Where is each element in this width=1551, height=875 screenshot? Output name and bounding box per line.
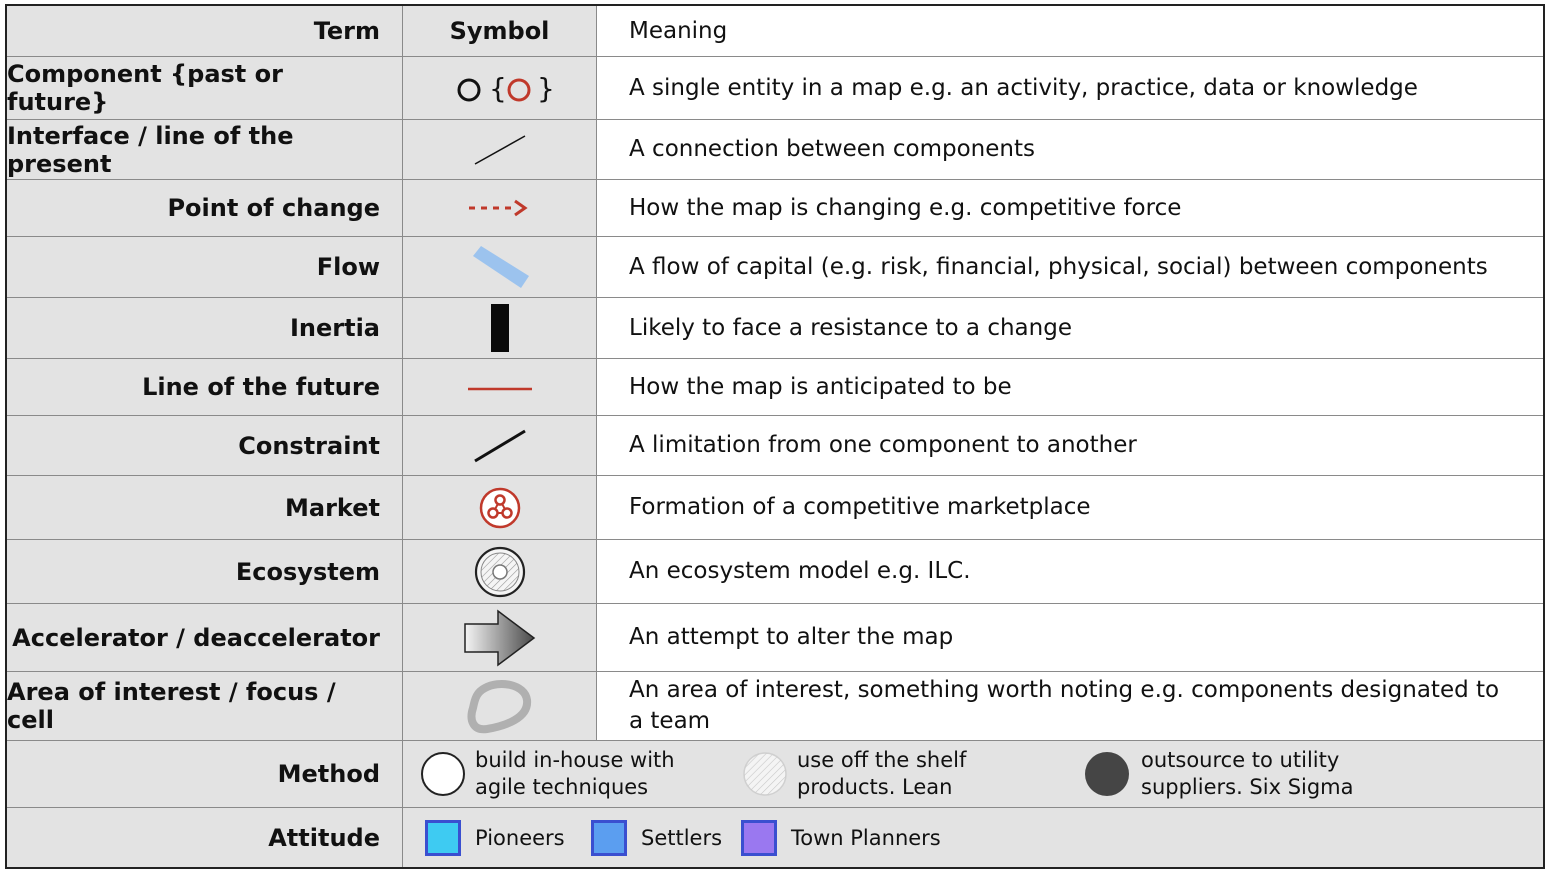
empty-circle-icon (419, 750, 467, 798)
term-label: Interface / line of the present (7, 120, 403, 179)
inertia-icon (488, 302, 512, 354)
row-interface (7, 120, 1543, 180)
component-icon (445, 68, 555, 108)
method-text: use off the shelf products. Lean (797, 748, 967, 799)
header-meaning: Meaning (597, 6, 1543, 56)
row-method (7, 741, 1543, 808)
row-constraint (7, 416, 1543, 476)
method-items (403, 741, 1543, 807)
meaning-text: A limitation from one component to another (597, 416, 1543, 475)
town-planners-swatch (741, 820, 777, 856)
meaning-text: A single entity in a map e.g. an activity, practice, data or knowledge (597, 57, 1543, 119)
dashed-arrow-icon (465, 196, 535, 220)
attitude-item (741, 808, 941, 867)
meaning-text: Formation of a competitive marketplace (597, 476, 1543, 539)
meaning-text: An attempt to alter the map (597, 604, 1543, 671)
row-attitude (7, 808, 1543, 867)
method-text: build in-house with agile techniques (475, 748, 675, 799)
settlers-swatch (591, 820, 627, 856)
attitude-items (403, 808, 1543, 867)
row-ecosystem (7, 540, 1543, 604)
term-label: Line of the future (7, 359, 403, 415)
row-component (7, 57, 1543, 120)
method-item (741, 741, 1047, 807)
row-market (7, 476, 1543, 540)
method-item (419, 741, 725, 807)
meaning-text: How the map is changing e.g. competitive force (597, 180, 1543, 236)
term-label: Area of interest / focus / cell (7, 672, 403, 740)
method-item (1083, 741, 1391, 807)
header-term: Term (7, 6, 403, 56)
accelerator-arrow-icon (462, 608, 538, 668)
row-accelerator (7, 604, 1543, 672)
term-label: Attitude (7, 808, 403, 867)
header-symbol: Symbol (403, 6, 597, 56)
row-point-of-change (7, 180, 1543, 237)
filled-circle-icon (1083, 750, 1131, 798)
method-text: outsource to utility suppliers. Six Sigma (1141, 748, 1354, 799)
attitude-label: Settlers (641, 825, 723, 850)
market-icon (477, 485, 523, 531)
term-label: Ecosystem (7, 540, 403, 603)
row-inertia (7, 298, 1543, 359)
row-line-of-future (7, 359, 1543, 416)
svg-text:}: } (536, 72, 555, 105)
meaning-text: A flow of capital (e.g. risk, financial, physical, social) between components (597, 237, 1543, 297)
term-label: Inertia (7, 298, 403, 358)
attitude-label: Town Planners (791, 825, 941, 850)
svg-text:{: { (488, 72, 507, 105)
meaning-text: An ecosystem model e.g. ILC. (597, 540, 1543, 603)
flow-icon (465, 242, 535, 292)
ecosystem-icon (472, 544, 528, 600)
meaning-text: How the map is anticipated to be (597, 359, 1543, 415)
row-area-of-interest (7, 672, 1543, 741)
constraint-icon (470, 426, 530, 466)
future-line-icon (465, 377, 535, 397)
hatched-circle-icon (741, 750, 789, 798)
meaning-text: An area of interest, something worth noting e.g. components designated to a team (597, 672, 1543, 740)
area-of-interest-icon (465, 676, 535, 736)
term-label: Constraint (7, 416, 403, 475)
term-label: Point of change (7, 180, 403, 236)
term-label: Accelerator / deaccelerator (7, 604, 403, 671)
attitude-item (591, 808, 722, 867)
attitude-label: Pioneers (475, 825, 565, 850)
attitude-item (425, 808, 565, 867)
pioneers-swatch (425, 820, 461, 856)
row-flow (7, 237, 1543, 298)
term-label: Component {past or future} (7, 57, 403, 119)
meaning-text: A connection between components (597, 120, 1543, 179)
meaning-text: Likely to face a resistance to a change (597, 298, 1543, 358)
term-label: Flow (7, 237, 403, 297)
interface-line-icon (470, 130, 530, 170)
term-label: Market (7, 476, 403, 539)
legend-table (5, 4, 1545, 869)
term-label: Method (7, 741, 403, 807)
header-row (7, 6, 1543, 57)
